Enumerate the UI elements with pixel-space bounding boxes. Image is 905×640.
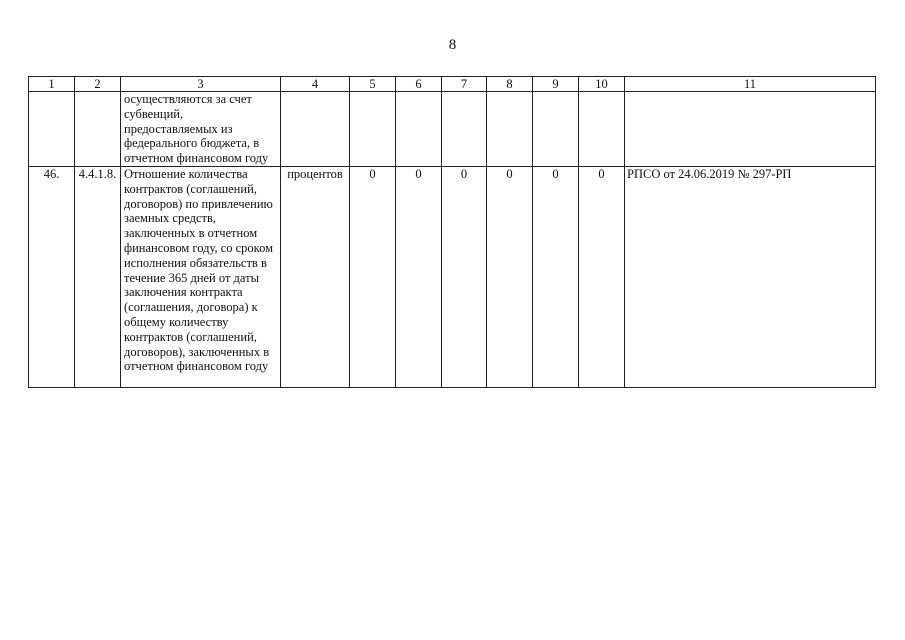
column-number: 11 <box>625 77 876 92</box>
value-cell: 0 <box>442 167 487 388</box>
cell-empty <box>579 92 625 167</box>
table-row <box>29 167 876 388</box>
unit-of-measure: процентов <box>281 167 350 388</box>
indicator-description-continued: осуществляются за счет субвенций, предоставляемых из федерального бюджета, в отчетном финансовом году <box>121 92 281 167</box>
cell-empty <box>281 92 350 167</box>
column-number: 4 <box>281 77 350 92</box>
page-number: 8 <box>448 37 457 53</box>
value-cell: 0 <box>350 167 396 388</box>
column-number: 7 <box>442 77 487 92</box>
value-cell: 0 <box>396 167 442 388</box>
indicator-code: 4.4.1.8. <box>75 167 121 388</box>
value-cell: 0 <box>487 167 533 388</box>
source-document: РПСО от 24.06.2019 № 297-РП <box>625 167 876 388</box>
column-number: 6 <box>396 77 442 92</box>
column-number-header <box>29 77 876 92</box>
cell-empty <box>350 92 396 167</box>
cell-empty <box>29 92 75 167</box>
column-number: 8 <box>487 77 533 92</box>
cell-empty <box>533 92 579 167</box>
column-number: 10 <box>579 77 625 92</box>
table-row-continued <box>29 92 876 167</box>
indicator-description: Отношение количества контрактов (соглашений, договоров) по привлечению заемных средств, заключенных в отчетном финансовом году, со сроком исполнения обязательств в течение 365 дней от даты заключения контракта (соглашения, договора) к общему количеству контрактов (соглашений, договоров), заключенных в отчетном финансовом году <box>121 167 281 388</box>
indicator-table-continued <box>28 76 876 167</box>
column-number: 1 <box>29 77 75 92</box>
cell-empty <box>396 92 442 167</box>
column-number: 5 <box>350 77 396 92</box>
cell-empty <box>625 92 876 167</box>
cell-empty <box>487 92 533 167</box>
column-number: 2 <box>75 77 121 92</box>
column-number: 3 <box>121 77 281 92</box>
value-cell: 0 <box>579 167 625 388</box>
cell-empty <box>75 92 121 167</box>
indicator-table-row-46 <box>28 166 876 388</box>
value-cell: 0 <box>533 167 579 388</box>
row-number: 46. <box>29 167 75 388</box>
cell-empty <box>442 92 487 167</box>
column-number: 9 <box>533 77 579 92</box>
